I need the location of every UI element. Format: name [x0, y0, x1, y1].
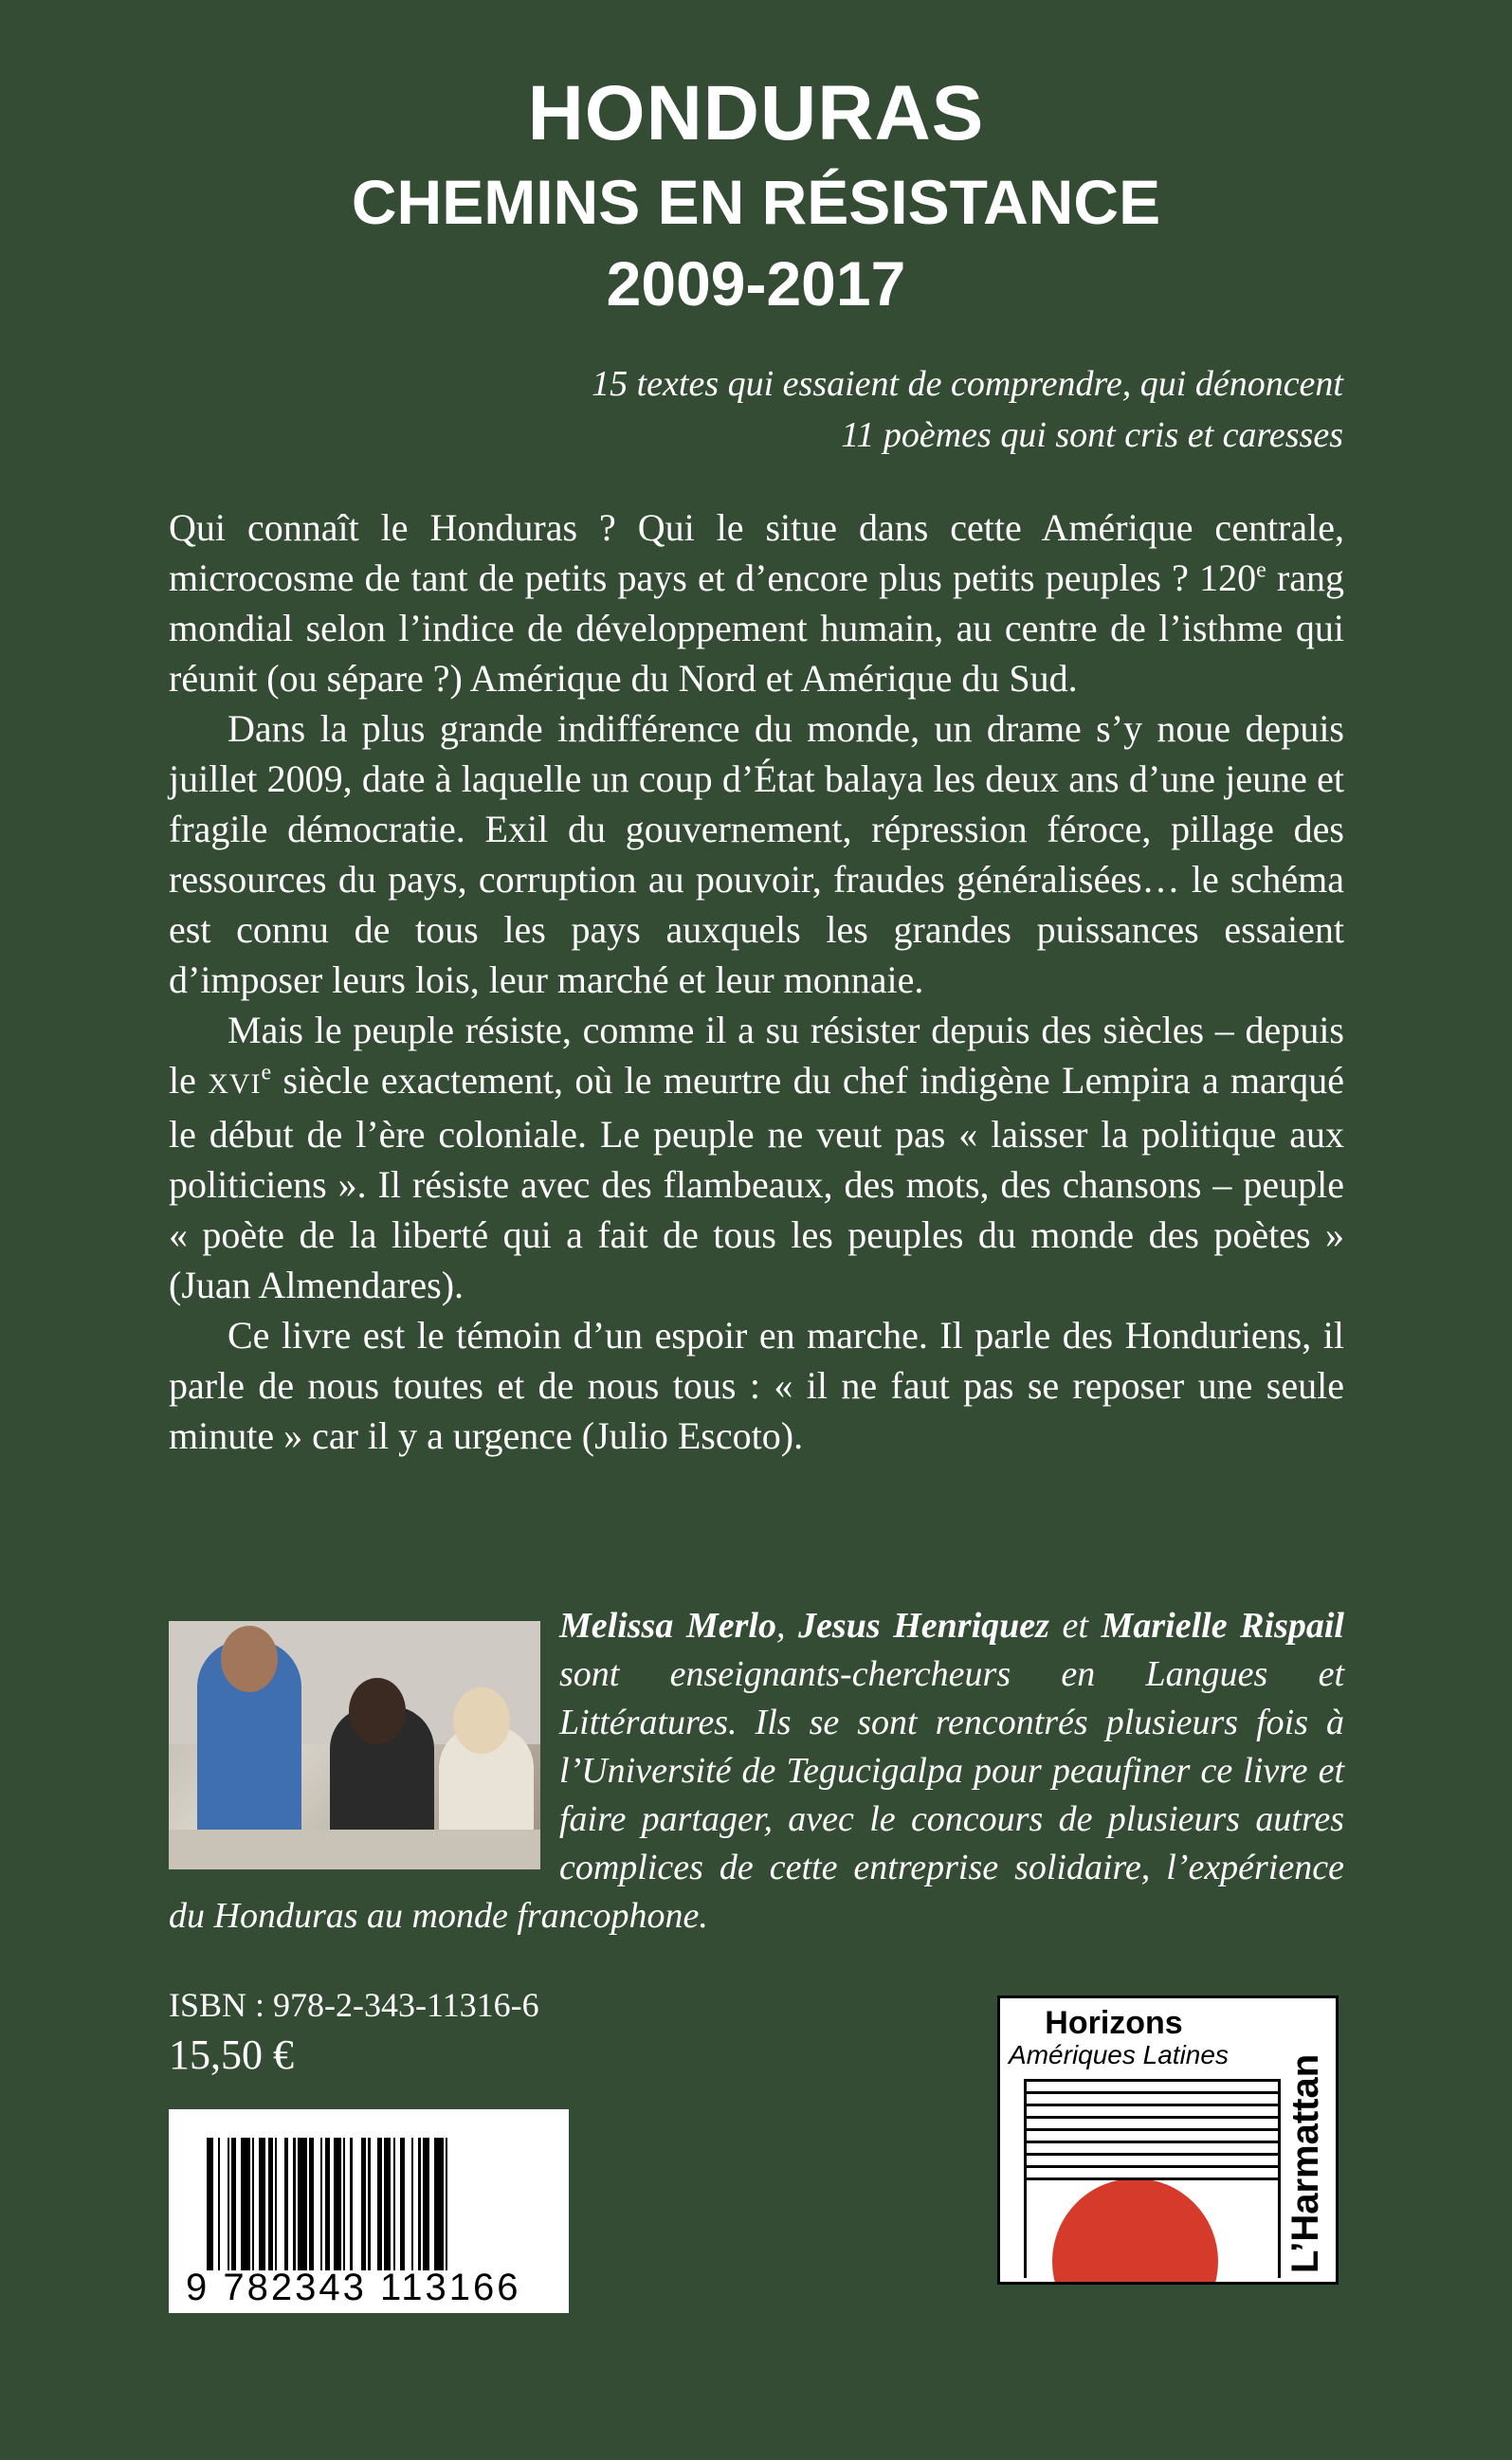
price: 15,50 €	[169, 2032, 294, 2078]
tagline	[592, 358, 1343, 461]
tagline-line-2: 11 poèmes qui sont cris et caresses	[841, 415, 1343, 455]
paragraph-3-b: siècle exactement, où le meurtre du chef indigène Lempira a marqué le début de l’ère coloniale. Le peuple ne veut pas « laisser la politique aux politiciens ». Il résiste avec des flambeaux, des mots, des chansons – peuple « poète de la liberté qui a fait de tous les peuples du monde des poètes » (Juan Almendares).	[169, 1059, 1344, 1306]
logo-lines	[1024, 2079, 1280, 2269]
book-subtitle: CHEMINS EN RÉSISTANCE	[351, 167, 1161, 237]
publisher-name: L’Harmattan	[1284, 2053, 1326, 2273]
back-cover-text	[169, 502, 1344, 1461]
isbn: ISBN : 978-2-343-11316-6	[169, 1986, 539, 2024]
paragraph-1	[169, 502, 1344, 703]
paragraph-3-a: Mais le peuple résiste, comme il a su résister depuis des siècles – depuis le	[169, 1009, 1344, 1102]
century-numeral: XVI	[208, 1068, 262, 1100]
authors-photo	[169, 1621, 540, 1869]
paragraph-3	[169, 1005, 1344, 1310]
author-2: Jesus Henriquez	[798, 1606, 1049, 1646]
barcode	[169, 2109, 569, 2313]
paragraph-2: Dans la plus grande indifférence du monde, un drame s’y noue depuis juillet 2009, date à laquelle un coup d’État balaya les deux ans d’une jeune et fragile démocratie. Exil du gouvernement, répression féroce, pillage des ressources du pays, corruption au pouvoir, fraudes généralisées… le schéma est connu de tous les pays auxquels les grandes puissances essaient d’imposer leurs lois, leur marché et leur monnaie.	[169, 707, 1344, 1001]
paragraph-1-a: Qui connaît le Honduras ? Qui le situe dans cette Amérique centrale, microcosme de tant de petits pays et d’encore plus petits peuples ? 120	[169, 506, 1344, 599]
paragraph-3-sup: e	[261, 1060, 272, 1085]
paragraph-1-b: rang mondial selon l’indice de développement humain, au centre de l’isthme qui réunit (ou sépare ?) Amérique du Nord et Amérique du Sud.	[169, 556, 1344, 700]
paragraph-4: Ce livre est le témoin d’un espoir en marche. Il parle des Honduriens, il parle de nous toutes et de nous tous : « il ne faut pas se reposer une seule minute » car il y a urgence (Julio Escoto).	[169, 1314, 1344, 1457]
logo-series: Amériques Latines	[1009, 2040, 1229, 2069]
tagline-line-1: 15 textes qui essaient de comprendre, qui dénoncent	[592, 364, 1343, 404]
bio-sep-1: ,	[775, 1606, 799, 1646]
book-years: 2009-2017	[606, 248, 906, 319]
bio-sep-2: et	[1048, 1606, 1102, 1646]
publisher-logo	[997, 1995, 1339, 2285]
book-title: HONDURAS	[527, 70, 985, 156]
barcode-number: 9 782343 113166	[186, 2267, 521, 2308]
logo-collection: Horizons	[1045, 2005, 1183, 2041]
bio-text: sont enseignants-chercheurs en Langues et Littératures. Ils se sont rencontrés plusieurs fois à l’Université de Tegucigalpa pour peaufiner ce livre et faire partager, avec le concours de plusieurs autres complices de cette entreprise solidaire, l’expérience du Honduras au monde francophone.	[169, 1654, 1344, 1936]
title-block	[0, 66, 1512, 324]
author-1: Melissa Merlo	[559, 1606, 776, 1646]
barcode-bars	[207, 2138, 540, 2270]
paragraph-1-sup: e	[1256, 557, 1266, 583]
author-3: Marielle Rispail	[1101, 1606, 1344, 1646]
